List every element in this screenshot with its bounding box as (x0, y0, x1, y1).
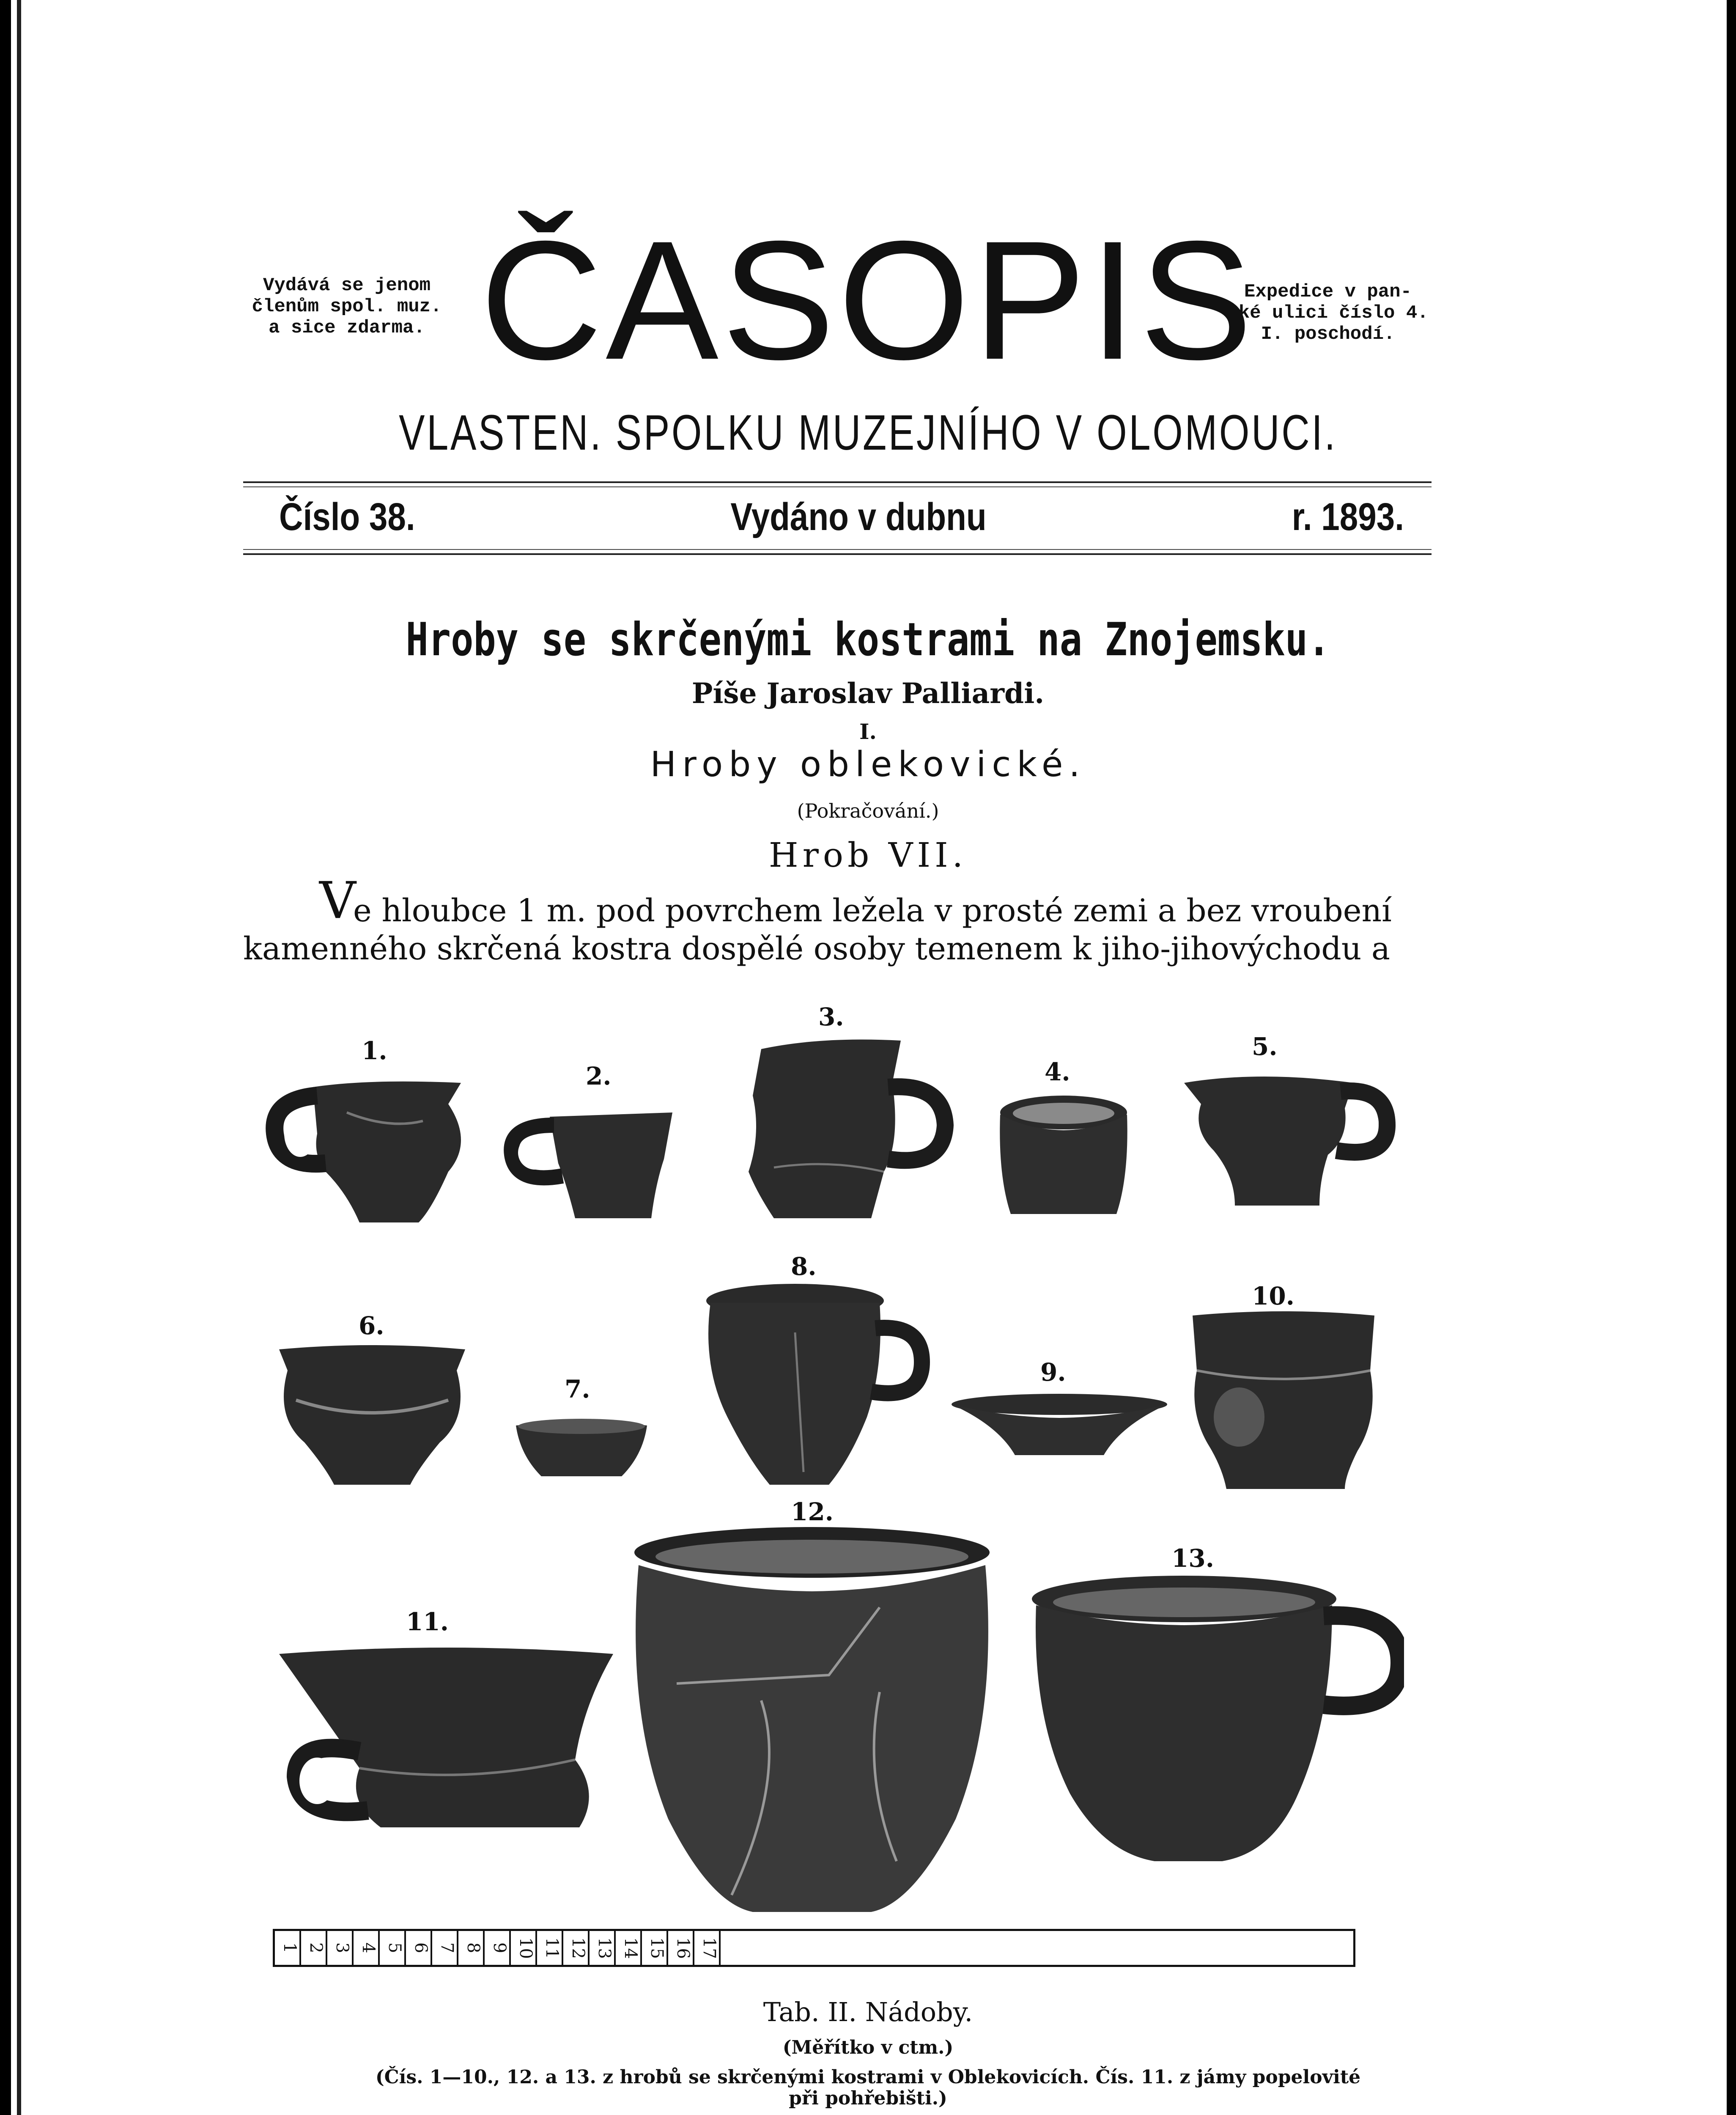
scale-tick: 10 (511, 1931, 537, 1965)
scale-tick: 2 (301, 1931, 327, 1965)
vessel-label-5: 5. (1252, 1032, 1278, 1061)
vessel-label-4: 4. (1045, 1058, 1070, 1086)
figure-caption-note-1: (Čís. 1—10., 12. a 13. z hrobů se skrčenými kostrami v Oblekovicích. Čís. 11. z jámy popelovité (375, 2066, 1361, 2088)
scale-tick: 13 (590, 1931, 616, 1965)
article-author: Píše Jaroslav Palliardi. (691, 677, 1045, 710)
paragraph-1-line-2: kamenného skrčená kostra dospělé osoby temenem k jiho-jihovýchodu a (243, 931, 1390, 967)
journal-title: ČASOPIS (480, 206, 1256, 395)
scale-tick: 8 (458, 1931, 485, 1965)
issue-year: r. 1893. (1292, 495, 1404, 538)
figure-caption-scale: (Měřítko v ctm.) (782, 2037, 954, 2058)
vessel-10-illustration (1188, 1307, 1379, 1493)
vessel-8-illustration (694, 1282, 930, 1493)
rule-top-1 (243, 481, 1432, 483)
scale-tick: 17 (694, 1931, 721, 1965)
figure-caption-note-2: při pohřebišti.) (789, 2088, 947, 2109)
scale-tick: 4 (354, 1931, 380, 1965)
vessel-3-illustration (723, 1032, 960, 1231)
vessel-label-11: 11. (406, 1607, 449, 1636)
scale-tick: 9 (485, 1931, 511, 1965)
scale-tick: 15 (642, 1931, 668, 1965)
scale-tick: 12 (563, 1931, 590, 1965)
vessel-12-illustration (626, 1523, 998, 1916)
paragraph-1-line-1: e hloubce 1 m. pod povrchem ležela v prosté zemi a bez vroubení (353, 893, 1392, 929)
scale-tick: 11 (537, 1931, 563, 1965)
vessel-9-illustration (947, 1392, 1171, 1464)
vessel-6-illustration (271, 1341, 474, 1493)
journal-subtitle: VLASTEN. SPOLKU MUZEJNÍHO V OLOMOUCI. (399, 405, 1337, 461)
vessel-label-12: 12. (791, 1497, 834, 1526)
section-number: I. (859, 719, 877, 744)
figure-caption-title: Tab. II. Nádoby. (763, 1997, 973, 2027)
issue-date: Vydáno v dubnu (730, 495, 987, 538)
scale-tick: 16 (668, 1931, 694, 1965)
rule-bottom-2 (243, 553, 1432, 555)
header-left-note: Vydává se jenom členům spol. muz. a sice zdarma. (252, 275, 442, 338)
scale-bar (273, 1929, 1355, 1967)
drop-cap: V (319, 871, 356, 930)
header-right-note: Expedice v pan- ské ulici číslo 4. I. poschodí. (1227, 281, 1429, 345)
vessel-label-1: 1. (362, 1036, 387, 1065)
vessel-13-illustration (1028, 1565, 1404, 1870)
scale-tick: 14 (616, 1931, 642, 1965)
vessel-5-illustration (1176, 1070, 1396, 1218)
vessel-2-illustration (503, 1100, 685, 1227)
scale-tick: 5 (380, 1931, 406, 1965)
vessel-label-2: 2. (586, 1062, 612, 1090)
vessel-label-6: 6. (359, 1311, 384, 1340)
rule-bottom-1 (243, 549, 1432, 550)
vessel-11-illustration (271, 1641, 617, 1878)
continuation-note: (Pokračování.) (797, 799, 939, 822)
section-title: Hroby oblekovické. (650, 744, 1086, 785)
scale-ticks (275, 1931, 1353, 1965)
vessel-4-illustration (994, 1091, 1133, 1222)
scale-tick: 1 (275, 1931, 301, 1965)
article-title: Hroby se skrčenými kostrami na Znojemsku. (406, 613, 1330, 666)
rule-top-2 (243, 486, 1432, 487)
vessel-1-illustration (262, 1070, 482, 1235)
vessel-label-9: 9. (1040, 1358, 1066, 1387)
scale-tick: 7 (432, 1931, 458, 1965)
scale-tick: 6 (406, 1931, 432, 1965)
issue-number: Číslo 38. (279, 495, 415, 538)
vessel-label-3: 3. (818, 1003, 844, 1031)
grave-heading: Hrob VII. (768, 835, 968, 875)
vessel-7-illustration (512, 1417, 651, 1485)
vessel-label-8: 8. (791, 1252, 817, 1281)
vessel-label-10: 10. (1252, 1282, 1294, 1310)
vessel-label-7: 7. (565, 1375, 590, 1404)
scale-tick: 3 (327, 1931, 354, 1965)
vessel-label-13: 13. (1171, 1544, 1214, 1573)
